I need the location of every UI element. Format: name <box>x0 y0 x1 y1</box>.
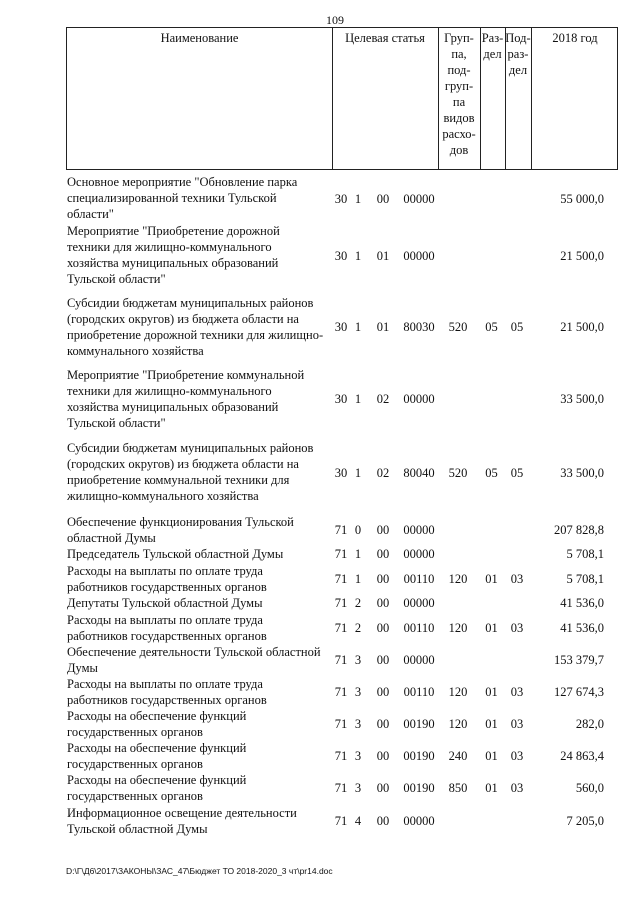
cell-text: под- <box>447 63 471 77</box>
cell-text: 00190 <box>403 717 435 731</box>
amount: 207 828,8 <box>554 523 604 537</box>
cell-text: 03 <box>510 685 524 699</box>
cell-text: дов <box>449 143 469 157</box>
amount: 33 500,0 <box>560 392 604 406</box>
cell-text: раз- <box>507 47 529 61</box>
cell-text: 71 <box>334 547 348 561</box>
cell-text: Мероприятие "Приобретение коммунальной <box>67 368 305 382</box>
cell-text: 120 <box>448 572 468 586</box>
cell-text: 520 <box>448 320 468 334</box>
cell-text: 00110 <box>403 572 435 586</box>
cell-text: 00000 <box>403 814 435 828</box>
cell-text: 01 <box>376 320 390 334</box>
cell-text: 00000 <box>403 523 435 537</box>
cell-text: 01 <box>376 249 390 263</box>
cell-text: работников государственных органов <box>67 580 267 594</box>
row-name <box>67 563 332 595</box>
cell-text: 00000 <box>403 596 435 610</box>
cell-text: приобретение коммунальной техники для <box>67 473 290 487</box>
header-name: Наименование <box>160 31 239 45</box>
amount: 21 500,0 <box>560 249 604 263</box>
cell-text: 2 <box>354 621 362 635</box>
cell-text: Субсидии бюджетам муниципальных районов <box>67 441 314 455</box>
cell-text: техники для жилищно-коммунального <box>67 240 272 254</box>
cell-text: 71 <box>334 572 348 586</box>
cell-text: 71 <box>334 717 348 731</box>
header-subsection <box>505 30 531 78</box>
cell-text: Субсидии бюджетам муниципальных районов <box>67 296 314 310</box>
cell-text: 30 <box>334 320 348 334</box>
cell-text: Расходы на обеспечение функций <box>67 709 247 723</box>
cell-text: 00 <box>376 547 390 561</box>
cell-text: 80030 <box>403 320 435 334</box>
cell-text: Раз- <box>481 31 504 45</box>
amount: 560,0 <box>575 781 604 795</box>
cell-text: Расходы на обеспечение функций <box>67 773 247 787</box>
cell-text: 120 <box>448 717 468 731</box>
cell-text: 3 <box>354 781 362 795</box>
row-name <box>67 174 332 222</box>
cell-text: 1 <box>354 249 362 263</box>
cell-text: Обеспечение деятельности Тульской областной <box>67 645 321 659</box>
row-name <box>67 440 332 504</box>
cell-text: 71 <box>334 523 348 537</box>
cell-text: 05 <box>510 320 524 334</box>
amount: 41 536,0 <box>560 621 604 635</box>
cell-text: 00000 <box>403 392 435 406</box>
amount: 153 379,7 <box>554 653 604 667</box>
cell-text: 00000 <box>403 547 435 561</box>
cell-text: Мероприятие "Приобретение дорожной <box>67 224 280 238</box>
cell-text: 1 <box>354 192 362 206</box>
cell-text: работников государственных органов <box>67 629 267 643</box>
row-name <box>67 546 332 562</box>
row-name <box>67 595 332 611</box>
amount: 5 708,1 <box>566 572 604 586</box>
cell-text: 00110 <box>403 621 435 635</box>
cell-text: 02 <box>376 466 390 480</box>
cell-text: Думы <box>67 661 98 675</box>
cell-text: 2 <box>354 596 362 610</box>
cell-text: Расходы на обеспечение функций <box>67 741 247 755</box>
row-name <box>67 612 332 644</box>
cell-text: 01 <box>485 572 498 586</box>
cell-text: Груп- <box>444 31 474 45</box>
cell-text: хозяйства муниципальных образований <box>67 256 279 270</box>
cell-text: 03 <box>510 749 524 763</box>
cell-text: 3 <box>354 749 362 763</box>
cell-text: хозяйства муниципальных образований <box>67 400 279 414</box>
cell-text: Тульской области" <box>67 272 166 286</box>
cell-text: Депутаты Тульской областной Думы <box>67 596 263 610</box>
cell-text: 00 <box>376 653 390 667</box>
cell-text: 01 <box>485 685 498 699</box>
cell-text: 00110 <box>403 685 435 699</box>
cell-text: 71 <box>334 814 348 828</box>
cell-text: 71 <box>334 749 348 763</box>
cell-text: 3 <box>354 685 362 699</box>
cell-text: коммунального хозяйства <box>67 344 204 358</box>
cell-text: приобретение дорожной техники для жилищно- <box>67 328 324 342</box>
cell-text: 1 <box>354 547 362 561</box>
row-name <box>67 676 332 708</box>
header-group <box>438 30 480 158</box>
header-section <box>480 30 505 62</box>
cell-text: Расходы на выплаты по оплате труда <box>67 564 263 578</box>
cell-text: специализированной техники Тульской <box>67 191 277 205</box>
cell-text: 01 <box>485 781 498 795</box>
cell-text: 30 <box>334 466 348 480</box>
cell-text: 00000 <box>403 653 435 667</box>
row-name <box>67 295 332 359</box>
cell-text: 00 <box>376 596 390 610</box>
page-number: 109 <box>326 13 344 27</box>
row-name <box>67 708 332 740</box>
cell-text: 05 <box>510 466 524 480</box>
cell-text: 01 <box>485 749 498 763</box>
cell-text: 00000 <box>403 192 435 206</box>
cell-text: государственных органов <box>67 725 203 739</box>
cell-text: Тульской области" <box>67 416 166 430</box>
cell-text: 240 <box>448 749 468 763</box>
cell-text: 03 <box>510 717 524 731</box>
cell-text: 00 <box>376 621 390 635</box>
cell-text: дел <box>483 47 502 61</box>
row-name <box>67 740 332 772</box>
cell-text: 4 <box>354 814 362 828</box>
cell-text: 3 <box>354 653 362 667</box>
amount: 5 708,1 <box>566 547 604 561</box>
cell-text: Обеспечение функционирования Тульской <box>67 515 294 529</box>
cell-text: 3 <box>354 717 362 731</box>
cell-text: 30 <box>334 249 348 263</box>
cell-text: 30 <box>334 192 348 206</box>
cell-text: 1 <box>354 320 362 334</box>
cell-text: па, <box>451 47 467 61</box>
cell-text: 00 <box>376 717 390 731</box>
cell-text: Тульской областной Думы <box>67 822 208 836</box>
amount: 127 674,3 <box>554 685 604 699</box>
cell-text: расхо- <box>442 127 476 141</box>
cell-text: 00 <box>376 781 390 795</box>
cell-text: 850 <box>448 781 468 795</box>
cell-text: 1 <box>354 466 362 480</box>
row-name <box>67 367 332 431</box>
cell-text: 00 <box>376 814 390 828</box>
cell-text: 00000 <box>403 249 435 263</box>
amount: 282,0 <box>575 717 604 731</box>
cell-text: областной Думы <box>67 531 156 545</box>
cell-text: 02 <box>376 392 390 406</box>
row-name <box>67 514 332 546</box>
cell-text: жилищно-коммунального хозяйства <box>67 489 259 503</box>
cell-text: 00 <box>376 749 390 763</box>
cell-text: 00 <box>376 685 390 699</box>
cell-text: 01 <box>485 621 498 635</box>
amount: 21 500,0 <box>560 320 604 334</box>
cell-text: 03 <box>510 781 524 795</box>
cell-text: 71 <box>334 653 348 667</box>
cell-text: Под- <box>505 31 531 45</box>
cell-text: 1 <box>354 392 362 406</box>
cell-text: государственных органов <box>67 757 203 771</box>
cell-text: 05 <box>485 466 498 480</box>
cell-text: 71 <box>334 621 348 635</box>
cell-text: Информационное освещение деятельности <box>67 806 297 820</box>
cell-text: Председатель Тульской областной Думы <box>67 547 284 561</box>
cell-text: 00190 <box>403 781 435 795</box>
cell-text: дел <box>508 63 528 77</box>
cell-text: Расходы на выплаты по оплате труда <box>67 677 263 691</box>
cell-text: 520 <box>448 466 468 480</box>
cell-text: (городских округов) из бюджета области на <box>67 312 299 326</box>
cell-text: Основное мероприятие "Обновление парка <box>67 175 298 189</box>
amount: 55 000,0 <box>560 192 604 206</box>
cell-text: груп- <box>444 79 474 93</box>
cell-text: 0 <box>354 523 362 537</box>
cell-text: 00190 <box>403 749 435 763</box>
amount: 7 205,0 <box>566 814 604 828</box>
cell-text: (городских округов) из бюджета области на <box>67 457 299 471</box>
cell-text: видов <box>443 111 475 125</box>
cell-text: па <box>452 95 466 109</box>
cell-text: государственных органов <box>67 789 203 803</box>
cell-text: 71 <box>334 596 348 610</box>
cell-text: 01 <box>485 717 498 731</box>
row-name <box>67 223 332 287</box>
cell-text: 80040 <box>403 466 435 480</box>
amount: 41 536,0 <box>560 596 604 610</box>
cell-text: 71 <box>334 685 348 699</box>
row-name <box>67 805 332 837</box>
cell-text: 120 <box>448 685 468 699</box>
cell-text: 1 <box>354 572 362 586</box>
cell-text: области" <box>67 207 114 221</box>
cell-text: 05 <box>485 320 498 334</box>
header-target: Целевая статья <box>345 31 425 45</box>
header-year: 2018 год <box>552 31 598 45</box>
row-name <box>67 772 332 804</box>
cell-text: 30 <box>334 392 348 406</box>
cell-text: 00 <box>376 192 390 206</box>
cell-text: 00 <box>376 523 390 537</box>
cell-text: техники для жилищно-коммунального <box>67 384 272 398</box>
column-divider <box>332 28 333 169</box>
cell-text: 00 <box>376 572 390 586</box>
cell-text: 71 <box>334 781 348 795</box>
cell-text: 03 <box>510 621 524 635</box>
cell-text: 120 <box>448 621 468 635</box>
amount: 33 500,0 <box>560 466 604 480</box>
cell-text: работников государственных органов <box>67 693 267 707</box>
amount: 24 863,4 <box>560 749 604 763</box>
column-divider <box>531 28 532 169</box>
table-header <box>66 27 618 170</box>
cell-text: 03 <box>510 572 524 586</box>
cell-text: Расходы на выплаты по оплате труда <box>67 613 263 627</box>
file-path-footer: D:\Г\Д6\2017\ЗАКОНЫ\ЗАС_47\Бюджет ТО 2018-2020_3 чт\pr14.doc <box>66 866 333 876</box>
row-name <box>67 644 337 676</box>
